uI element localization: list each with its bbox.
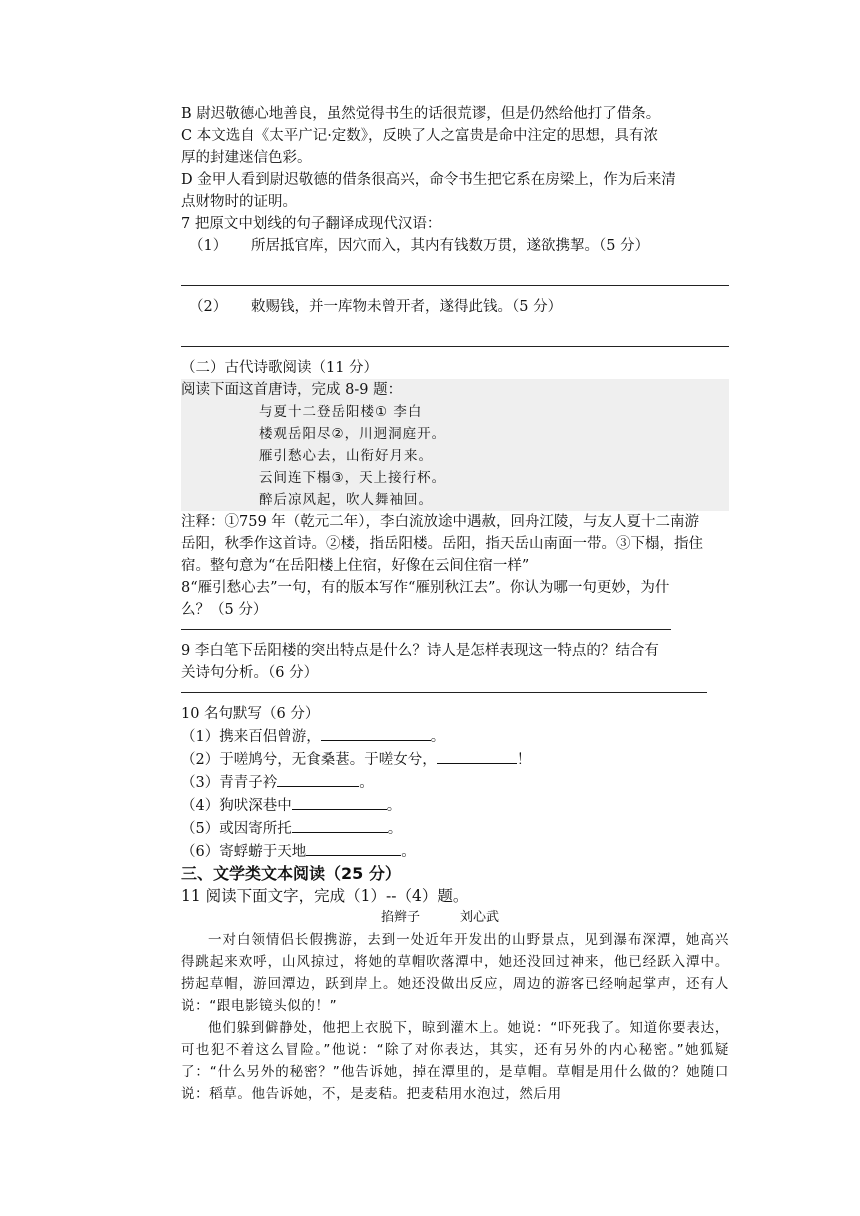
q10-item-5-blank[interactable]	[292, 817, 388, 833]
q10-item-4-end: 。	[386, 798, 402, 814]
q7-item1-text: 所居抵官库，因穴而入，其内有钱数万贯，遂欲携挈。（5 分）	[251, 238, 650, 254]
option-c-line2: 厚的封建迷信色彩。	[181, 150, 312, 166]
q10-item-6-blank[interactable]	[306, 840, 401, 856]
section3-heading: 三、文学类文本阅读（25 分）	[181, 864, 401, 883]
poem-line-3: 云间连下榻③，天上接行杯。	[259, 470, 447, 486]
story-byline	[181, 907, 729, 929]
q10-item-2-end: ！	[516, 752, 532, 768]
option-d-line2: 点财物时的证明。	[181, 194, 297, 210]
q11-prompt: 11 阅读下面文字，完成（1）--（4）题。	[181, 887, 469, 905]
q7-answer-line-2[interactable]	[181, 346, 729, 347]
story-paragraph-1: 一对白领情侣长假携游，去到一处近年开发出的山野景点，见到瀑布深潭，她高兴得跳起来欢呼，山风掠过，将她的草帽吹落潭中，她还没回过神来，他已经跃入潭中。捞起草帽，游回潭边，跃到岸上。她还没做出反应，周边的游客已经响起掌声，还有人说：“跟电影镜头似的！”	[181, 932, 729, 1014]
q10-item-1-text: （1）携来百侣曾游，	[181, 729, 321, 745]
q7-item2	[181, 296, 729, 318]
poem-box	[181, 379, 729, 511]
q10-item-6-end: 。	[401, 844, 416, 860]
q10-item-2	[181, 748, 729, 771]
poem-title: 与夏十二登岳阳楼① 李白	[259, 404, 423, 420]
poem-note-line3: 宿。整句意为“在岳阳楼上住宿，好像在云间住宿一样”	[181, 558, 530, 574]
q8-line2: 么？（5 分）	[181, 602, 268, 618]
q10-item-6-text: （6）寄蜉蝣于天地	[181, 844, 307, 860]
q7-item2-number: （2）	[189, 299, 228, 315]
poem-line-2: 雁引愁心去，山衔好月来。	[259, 448, 433, 464]
story-paragraph-2: 他们躲到僻静处，他把上衣脱下，晾到灌木上。她说：“吓死我了。知道你要表达，可也犯不着这么冒险。”他说：“除了对你表达，其实，还有另外的内心秘密。”她狐疑了：“什么另外的秘密？”他告诉她，掉在潭里的，是草帽。草帽是用什么做的？她随口说：稻草。他告诉她，不，是麦秸。把麦秸用水泡过，然后用	[181, 1020, 729, 1102]
q10-item-5-text: （5）或因寄所托	[181, 821, 292, 837]
q9-answer-line[interactable]	[181, 692, 707, 693]
option-d-line1: D 金甲人看到尉迟敬德的借条很高兴，命令书生把它系在房梁上，作为后来清	[181, 172, 676, 188]
q10-item-1	[181, 725, 729, 748]
q8-line1: 8“雁引愁心去”一句，有的版本写作“雁别秋江去”。你认为哪一句更妙，为什	[181, 580, 670, 596]
q10-item-3-text: （3）青青子衿	[181, 775, 278, 791]
q10-item-4-blank[interactable]	[292, 794, 387, 810]
q9-line2: 关诗句分析。（6 分）	[181, 665, 319, 681]
q10-item-3-blank[interactable]	[277, 771, 359, 787]
q7-item1	[181, 235, 729, 257]
poem-note-line1: 注释：①759 年（乾元二年），李白流放途中遇赦，回舟江陵，与友人夏十二南游	[181, 514, 700, 530]
q10-item-1-end: 。	[430, 729, 446, 745]
poem-line-4: 醉后凉风起，吹人舞袖回。	[259, 492, 433, 508]
poem-note-line2: 岳阳，秋季作这首诗。②楼，指岳阳楼。岳阳，指天岳山南面一带。③下榻，指住	[181, 536, 703, 552]
q10-item-5	[181, 817, 729, 840]
story-title: 掐辫子	[381, 910, 421, 925]
q7-prompt: 7 把原文中划线的句子翻译成现代汉语：	[181, 216, 442, 232]
q8-answer-line[interactable]	[181, 629, 671, 630]
option-c-line1: C 本文选自《太平广记·定数》，反映了人之富贵是命中注定的思想，具有浓	[181, 128, 659, 144]
document-page	[181, 103, 729, 1105]
q10-item-5-end: 。	[387, 821, 403, 837]
poetry-instruction: 阅读下面这首唐诗，完成 8-9 题：	[181, 382, 403, 398]
q10-item-3-end: 。	[359, 775, 374, 791]
story-author: 刘心武	[460, 910, 500, 925]
q7-item1-number: （1）	[189, 238, 228, 254]
q7-answer-line-1[interactable]	[181, 285, 729, 286]
q10-item-4	[181, 794, 729, 817]
q10-item-3	[181, 771, 729, 794]
q7-item2-text: 敕赐钱，并一库物未曾开者，遂得此钱。（5 分）	[251, 299, 563, 315]
q10-item-6	[181, 840, 729, 863]
q9-line1: 9 李白笔下岳阳楼的突出特点是什么？诗人是怎样表现这一特点的？结合有	[181, 643, 659, 659]
option-b: B 尉迟敬德心地善良，虽然觉得书生的话很荒谬，但是仍然给他打了借条。	[181, 106, 661, 122]
poetry-section-title: （二）古代诗歌阅读（11 分）	[181, 360, 379, 376]
q10-title: 10 名句默写（6 分）	[181, 706, 320, 722]
q10-item-1-blank[interactable]	[321, 725, 431, 741]
q10-item-4-text: （4）狗吠深巷中	[181, 798, 292, 814]
poem-line-1: 楼观岳阳尽②，川迥洞庭开。	[259, 426, 447, 442]
q10-item-2-blank[interactable]	[437, 748, 517, 764]
q10-item-2-text: （2）于嗟鸠兮，无食桑葚。于嗟女兮，	[181, 752, 437, 768]
